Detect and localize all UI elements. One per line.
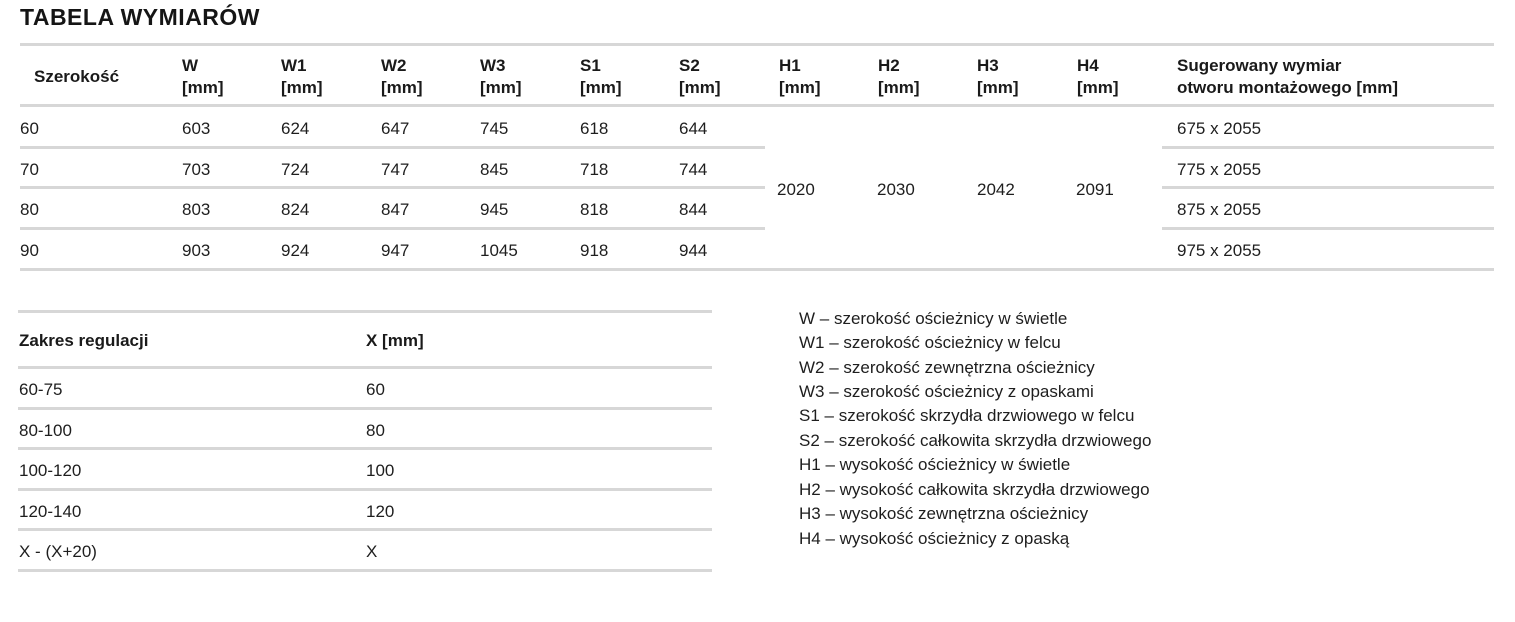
cell-w2: 647 bbox=[381, 119, 410, 138]
cell-w2: 947 bbox=[381, 241, 410, 260]
cell-h1: 2020 bbox=[777, 180, 815, 199]
cell-width: 60 bbox=[20, 119, 39, 138]
cell-h3: 2042 bbox=[977, 180, 1015, 199]
header-h3-unit: [mm] bbox=[977, 78, 1019, 97]
header-h2: H2 bbox=[878, 56, 900, 75]
cell-width: 70 bbox=[20, 160, 39, 179]
legend-item: W – szerokość ościeżnicy w świetle bbox=[799, 309, 1068, 328]
cell-x: 120 bbox=[366, 502, 395, 521]
cell-w1: 824 bbox=[281, 200, 310, 219]
legend-item: S2 – szerokość całkowita skrzydła drzwiowego bbox=[799, 431, 1152, 450]
row-divider bbox=[1162, 227, 1494, 230]
cell-range: 60-75 bbox=[19, 380, 63, 399]
header-w2-unit: [mm] bbox=[381, 78, 423, 97]
header-x: X [mm] bbox=[366, 331, 424, 350]
header-w3-unit: [mm] bbox=[480, 78, 522, 97]
header-opening-line2: otworu montażowego [mm] bbox=[1177, 78, 1398, 97]
cell-w3: 745 bbox=[480, 119, 509, 138]
header-w1-unit: [mm] bbox=[281, 78, 323, 97]
header-w-unit: [mm] bbox=[182, 78, 224, 97]
legend-item: W3 – szerokość ościeżnicy z opaskami bbox=[799, 382, 1094, 401]
header-w1: W1 bbox=[281, 56, 307, 75]
cell-opening: 875 x 2055 bbox=[1177, 200, 1262, 219]
header-s2-unit: [mm] bbox=[679, 78, 721, 97]
cell-w3: 1045 bbox=[480, 241, 518, 260]
cell-w1: 624 bbox=[281, 119, 310, 138]
cell-range: X - (X+20) bbox=[19, 542, 97, 561]
cell-s1: 618 bbox=[580, 119, 609, 138]
cell-s2: 744 bbox=[679, 160, 708, 179]
cell-x: X bbox=[366, 542, 378, 561]
cell-x: 60 bbox=[366, 380, 385, 399]
legend-item: S1 – szerokość skrzydła drzwiowego w felcu bbox=[799, 406, 1135, 425]
cell-s2: 944 bbox=[679, 241, 708, 260]
cell-x: 80 bbox=[366, 421, 385, 440]
cell-s2: 644 bbox=[679, 119, 708, 138]
cell-h2: 2030 bbox=[877, 180, 915, 199]
legend-item: W1 – szerokość ościeżnicy w felcu bbox=[799, 333, 1061, 352]
header-h3: H3 bbox=[977, 56, 999, 75]
legend-item: W2 – szerokość zewnętrzna ościeżnicy bbox=[799, 358, 1095, 377]
row-divider bbox=[18, 447, 712, 450]
cell-w: 903 bbox=[182, 241, 211, 260]
cell-w2: 747 bbox=[381, 160, 410, 179]
legend-item: H3 – wysokość zewnętrzna ościeżnicy bbox=[799, 504, 1089, 523]
cell-range: 80-100 bbox=[19, 421, 72, 440]
legend-item: H2 – wysokość całkowita skrzydła drzwiowego bbox=[799, 480, 1150, 499]
header-h4-unit: [mm] bbox=[1077, 78, 1119, 97]
cell-w: 703 bbox=[182, 160, 211, 179]
cell-w: 603 bbox=[182, 119, 211, 138]
adjustment-bottom-rule bbox=[18, 569, 712, 572]
header-w3: W3 bbox=[480, 56, 506, 75]
cell-w1: 924 bbox=[281, 241, 310, 260]
cell-w3: 945 bbox=[480, 200, 509, 219]
cell-w1: 724 bbox=[281, 160, 310, 179]
cell-opening: 675 x 2055 bbox=[1177, 119, 1262, 138]
header-h1: H1 bbox=[779, 56, 801, 75]
cell-width: 80 bbox=[20, 200, 39, 219]
cell-w: 803 bbox=[182, 200, 211, 219]
header-h2-unit: [mm] bbox=[878, 78, 920, 97]
header-opening: Sugerowany wymiar bbox=[1177, 56, 1342, 75]
cell-range: 120-140 bbox=[19, 502, 82, 521]
header-s1-unit: [mm] bbox=[580, 78, 622, 97]
cell-s1: 718 bbox=[580, 160, 609, 179]
cell-w3: 845 bbox=[480, 160, 509, 179]
cell-s2: 844 bbox=[679, 200, 708, 219]
row-divider bbox=[1162, 146, 1494, 149]
row-divider bbox=[20, 146, 765, 149]
cell-width: 90 bbox=[20, 241, 39, 260]
header-h1-unit: [mm] bbox=[779, 78, 821, 97]
cell-opening: 975 x 2055 bbox=[1177, 241, 1262, 260]
header-width: Szerokość bbox=[34, 67, 120, 86]
header-w2: W2 bbox=[381, 56, 407, 75]
adjustment-top-rule bbox=[18, 310, 712, 313]
row-divider bbox=[18, 528, 712, 531]
cell-h4: 2091 bbox=[1076, 180, 1114, 199]
legend-item: H1 – wysokość ościeżnicy w świetle bbox=[799, 455, 1071, 474]
row-divider bbox=[20, 227, 765, 230]
table-header-rule bbox=[20, 104, 1494, 107]
table-bottom-rule bbox=[20, 268, 1494, 271]
adjustment-header-rule bbox=[18, 366, 712, 369]
row-divider bbox=[18, 407, 712, 410]
cell-range: 100-120 bbox=[19, 461, 82, 480]
header-s1: S1 bbox=[580, 56, 601, 75]
cell-x: 100 bbox=[366, 461, 395, 480]
cell-opening: 775 x 2055 bbox=[1177, 160, 1262, 179]
header-w: W bbox=[182, 56, 199, 75]
row-divider bbox=[1162, 186, 1494, 189]
row-divider bbox=[18, 488, 712, 491]
cell-s1: 818 bbox=[580, 200, 609, 219]
legend-item: H4 – wysokość ościeżnicy z opaską bbox=[799, 529, 1070, 548]
cell-w2: 847 bbox=[381, 200, 410, 219]
header-h4: H4 bbox=[1077, 56, 1099, 75]
cell-s1: 918 bbox=[580, 241, 609, 260]
page-title: TABELA WYMIARÓW bbox=[20, 4, 261, 30]
header-range: Zakres regulacji bbox=[19, 331, 149, 350]
header-s2: S2 bbox=[679, 56, 700, 75]
table-top-rule bbox=[20, 43, 1494, 46]
row-divider bbox=[20, 186, 765, 189]
